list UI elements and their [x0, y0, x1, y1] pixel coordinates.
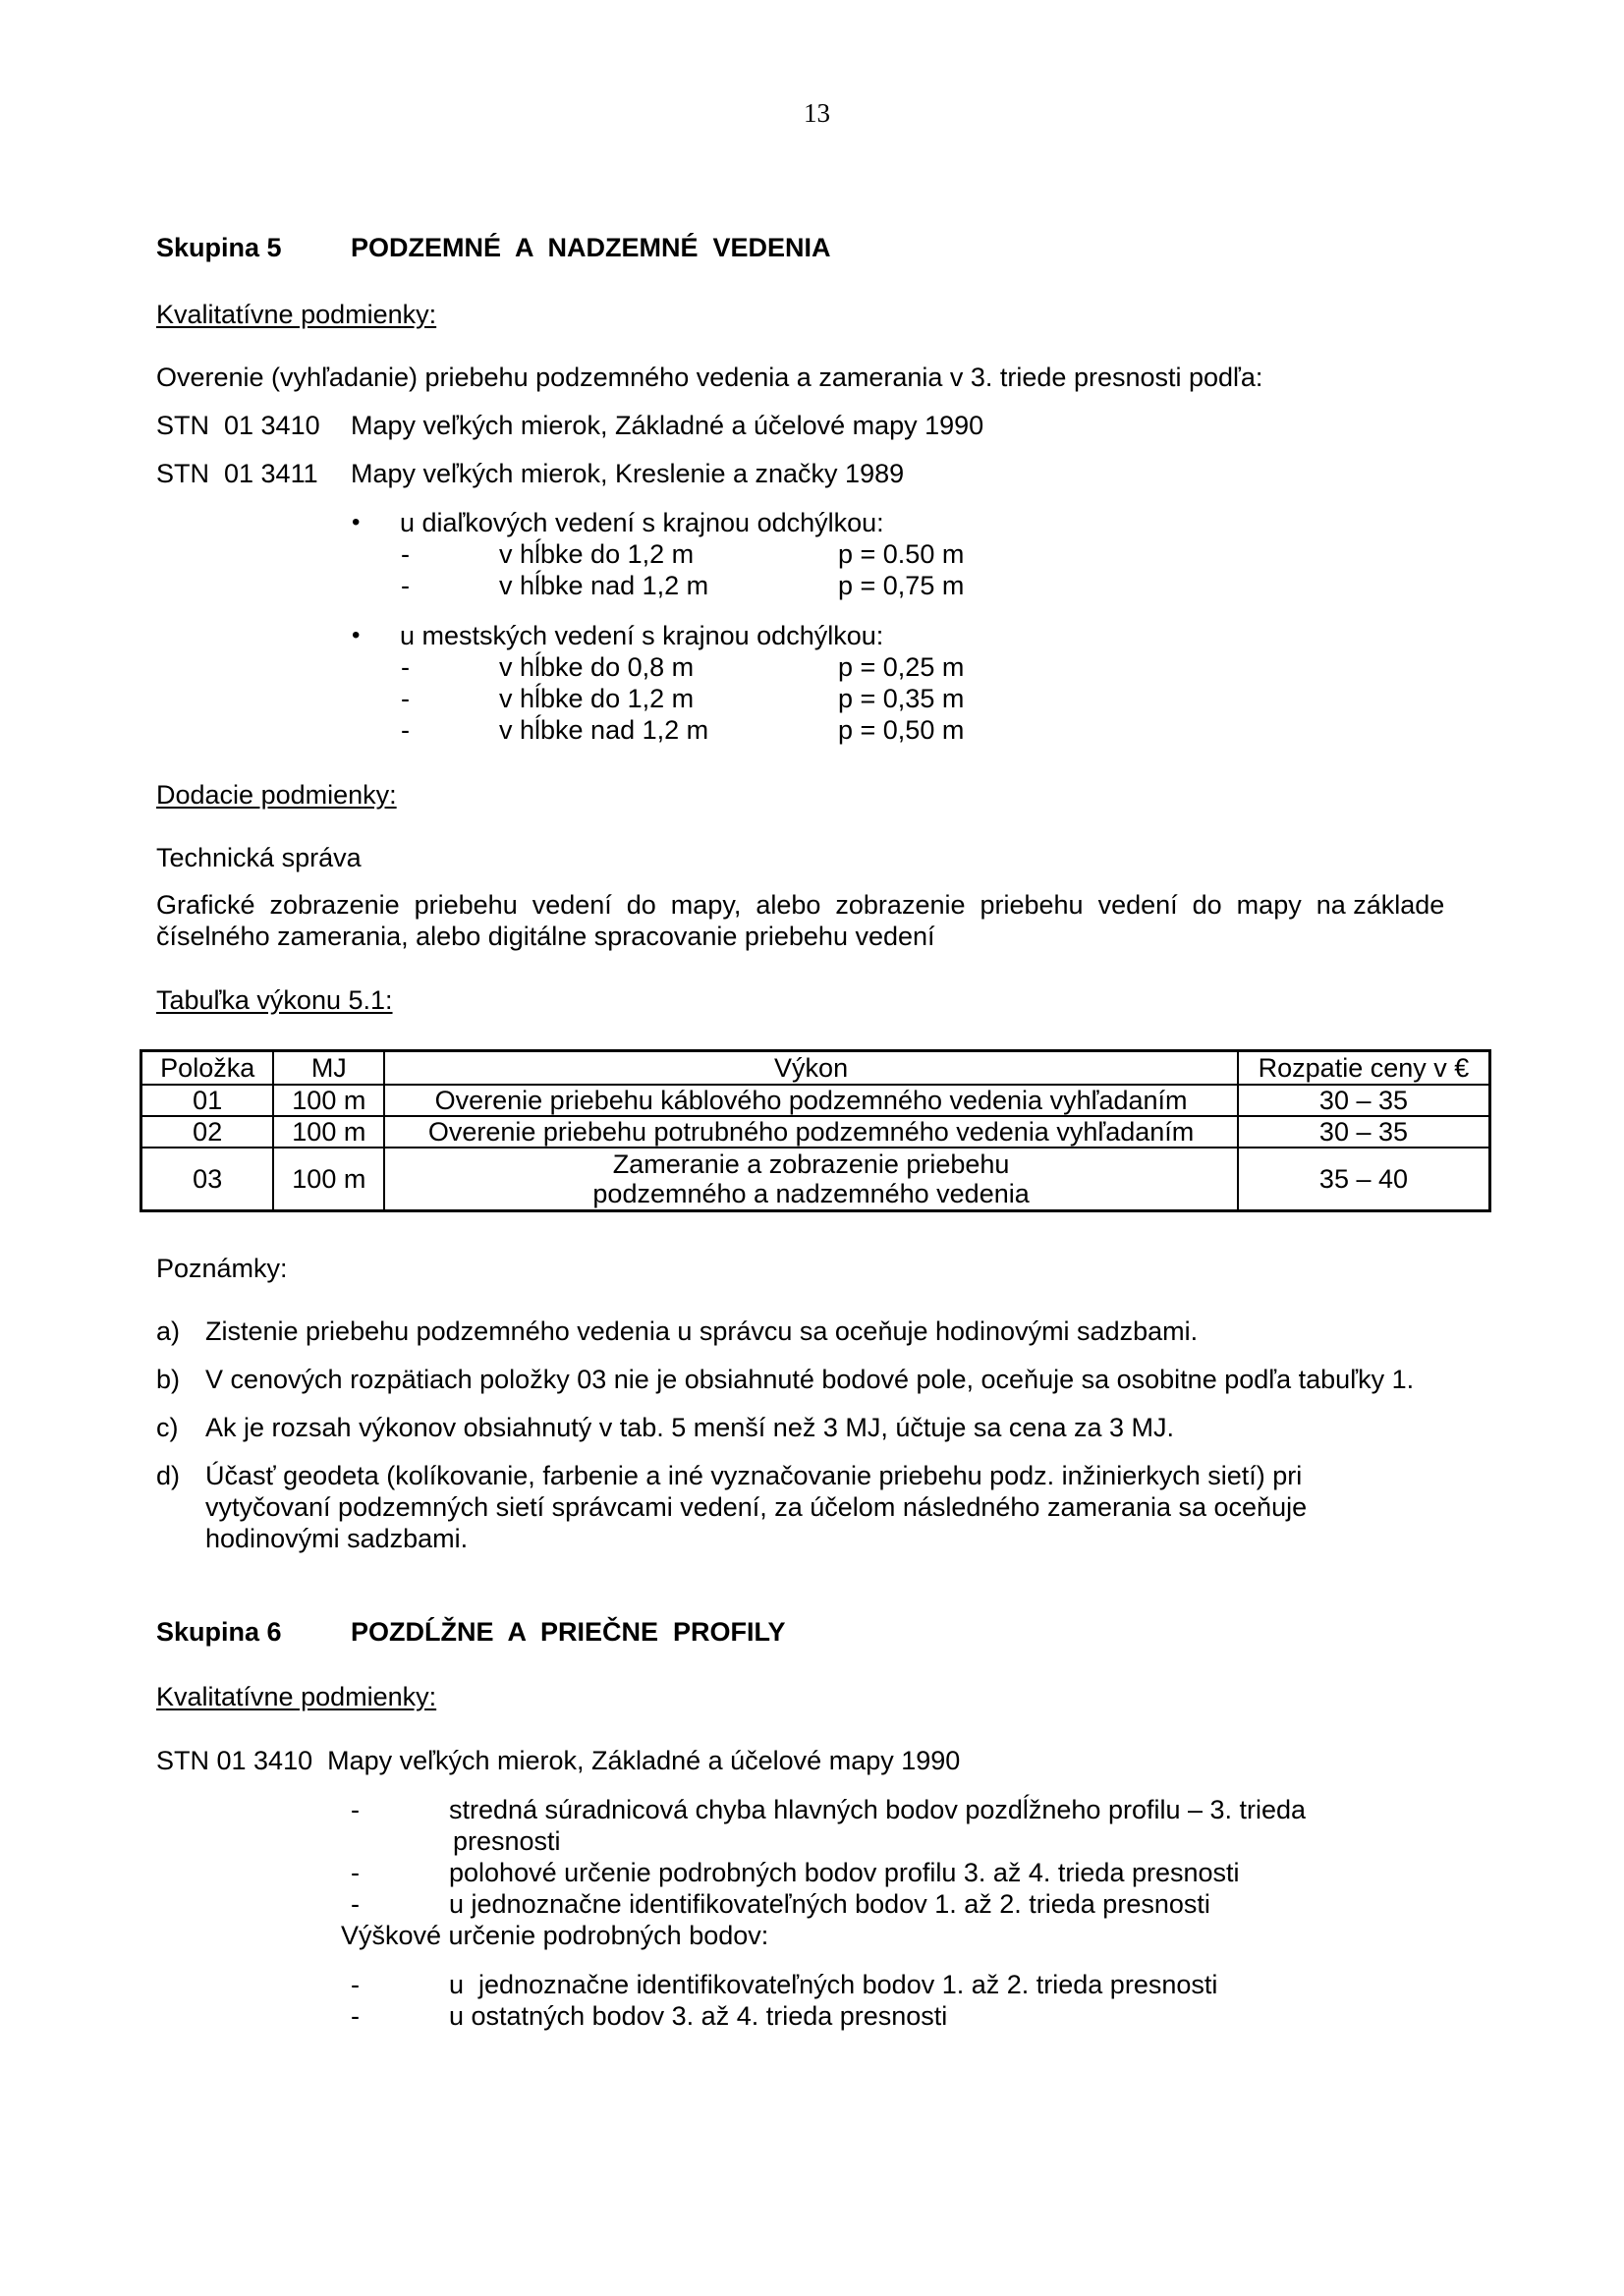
group5-intro: Overenie (vyhľadanie) priebehu podzemného vedenia a zamerania v 3. triede presnosti podľa: — [156, 363, 1263, 392]
note-text: Zistenie priebehu podzemného vedenia u správcu sa oceňuje hodinovými sadzbami. — [205, 1316, 1199, 1346]
note-text: Ak je rozsah výkonov obsiahnutý v tab. 5 menší než 3 MJ, účtuje sa cena za 3 MJ. — [205, 1413, 1174, 1442]
standard-name: Mapy veľkých mierok, Základné a účelové mapy 1990 — [351, 411, 984, 440]
group6-standard: STN 01 3410 Mapy veľkých mierok, Základné a účelové mapy 1990 — [156, 1746, 961, 1775]
column-header: Rozpatie ceny v € — [1238, 1051, 1490, 1086]
delivery-text: číselného zamerania, alebo digitálne spracovanie priebehu vedení — [156, 922, 935, 951]
depth-range: v hĺbke do 1,2 m — [499, 539, 695, 569]
group6-title: POZDĹŽNE A PRIEČNE PROFILY — [351, 1617, 786, 1647]
page-number: 13 — [804, 98, 830, 128]
table-row — [141, 1148, 1490, 1211]
profile-item: u jednoznačne identifikovateľných bodov 1. až 2. trieda presnosti — [449, 1889, 1210, 1919]
unit-cell: 100 m — [273, 1116, 384, 1148]
table-row — [141, 1085, 1490, 1116]
work-cell — [384, 1148, 1238, 1211]
table-row — [141, 1116, 1490, 1148]
group5-quality-heading: Kvalitatívne podmienky: — [156, 300, 437, 329]
group5-title: PODZEMNÉ A NADZEMNÉ VEDENIA — [351, 233, 831, 262]
bullet-text: u diaľkových vedení s krajnou odchýlkou: — [400, 508, 884, 537]
standard-code: STN 01 3410 — [156, 411, 320, 440]
group5-label: Skupina 5 — [156, 233, 282, 262]
note-label: d) — [156, 1461, 181, 1490]
standard-code: STN 01 3411 — [156, 459, 318, 488]
delivery-report: Technická správa — [156, 843, 362, 872]
dash: - — [401, 539, 410, 569]
unit-cell: 100 m — [273, 1085, 384, 1116]
column-header: Výkon — [384, 1051, 1238, 1086]
dash: - — [401, 652, 410, 682]
price-cell: 35 – 40 — [1238, 1148, 1490, 1211]
bullet-text: u mestských vedení s krajnou odchýlkou: — [400, 621, 884, 650]
dash: - — [351, 1889, 360, 1919]
notes-heading: Poznámky: — [156, 1254, 288, 1283]
profile-item: presnosti — [453, 1826, 561, 1856]
delivery-text: Grafické zobrazenie priebehu vedení do mapy, alebo zobrazenie priebehu vedení do mapy na základe — [156, 890, 1445, 920]
profile-item: polohové určenie podrobných bodov profilu 3. až 4. trieda presnosti — [449, 1858, 1240, 1887]
standard-name: Mapy veľkých mierok, Kreslenie a značky 1989 — [351, 459, 905, 488]
depth-range: v hĺbke nad 1,2 m — [499, 571, 709, 600]
note-label: a) — [156, 1316, 181, 1346]
dash: - — [351, 2001, 360, 2031]
depth-range: v hĺbke do 0,8 m — [499, 652, 695, 682]
performance-table — [140, 1049, 1491, 1212]
item-cell: 02 — [141, 1116, 274, 1148]
table-heading: Tabuľka výkonu 5.1: — [156, 985, 393, 1015]
note-label: b) — [156, 1365, 181, 1394]
column-header: MJ — [273, 1051, 384, 1086]
item-cell: 01 — [141, 1085, 274, 1116]
dash: - — [401, 684, 410, 713]
item-cell: 03 — [141, 1148, 274, 1211]
bullet-icon: • — [352, 622, 361, 648]
depth-range: v hĺbke do 1,2 m — [499, 684, 695, 713]
note-text: hodinovými sadzbami. — [205, 1524, 469, 1553]
deviation-value: p = 0,35 m — [838, 684, 965, 713]
dash: - — [351, 1970, 360, 1999]
note-label: c) — [156, 1413, 179, 1442]
group6-label: Skupina 6 — [156, 1617, 282, 1647]
height-heading: Výškové určenie podrobných bodov: — [341, 1921, 769, 1950]
delivery-heading: Dodacie podmienky: — [156, 780, 397, 810]
group6-quality-heading: Kvalitatívne podmienky: — [156, 1682, 437, 1711]
work-line: podzemného a nadzemného vedenia — [592, 1179, 1030, 1209]
dash: - — [351, 1858, 360, 1887]
deviation-value: p = 0.50 m — [838, 539, 965, 569]
height-item: u jednoznačne identifikovateľných bodov 1. až 2. trieda presnosti — [449, 1970, 1218, 1999]
table-header-row — [141, 1051, 1490, 1086]
dash: - — [401, 715, 410, 745]
bullet-icon: • — [352, 509, 361, 535]
unit-cell: 100 m — [273, 1148, 384, 1211]
deviation-value: p = 0,75 m — [838, 571, 965, 600]
note-text: vytyčovaní podzemných sietí správcami vedení, za účelom následného zamerania sa oceňuje — [205, 1492, 1308, 1522]
deviation-value: p = 0,25 m — [838, 652, 965, 682]
note-text: V cenových rozpätiach položky 03 nie je obsiahnuté bodové pole, oceňuje sa osobitne podľa tabuľky 1. — [205, 1365, 1415, 1394]
work-cell: Overenie priebehu káblového podzemného vedenia vyhľadaním — [384, 1085, 1238, 1116]
column-header: Položka — [141, 1051, 274, 1086]
price-cell: 30 – 35 — [1238, 1085, 1490, 1116]
height-item: u ostatných bodov 3. až 4. trieda presnosti — [449, 2001, 948, 2031]
deviation-value: p = 0,50 m — [838, 715, 965, 745]
note-text: Účasť geodeta (kolíkovanie, farbenie a iné vyznačovanie priebehu podz. inžinierkych sietí) pri — [205, 1461, 1303, 1490]
work-line: Zameranie a zobrazenie priebehu — [612, 1149, 1010, 1180]
work-cell: Overenie priebehu potrubného podzemného vedenia vyhľadaním — [384, 1116, 1238, 1148]
dash: - — [351, 1795, 360, 1824]
price-cell: 30 – 35 — [1238, 1116, 1490, 1148]
profile-item: stredná súradnicová chyba hlavných bodov pozdĺžneho profilu – 3. trieda — [449, 1795, 1307, 1824]
dash: - — [401, 571, 410, 600]
depth-range: v hĺbke nad 1,2 m — [499, 715, 709, 745]
